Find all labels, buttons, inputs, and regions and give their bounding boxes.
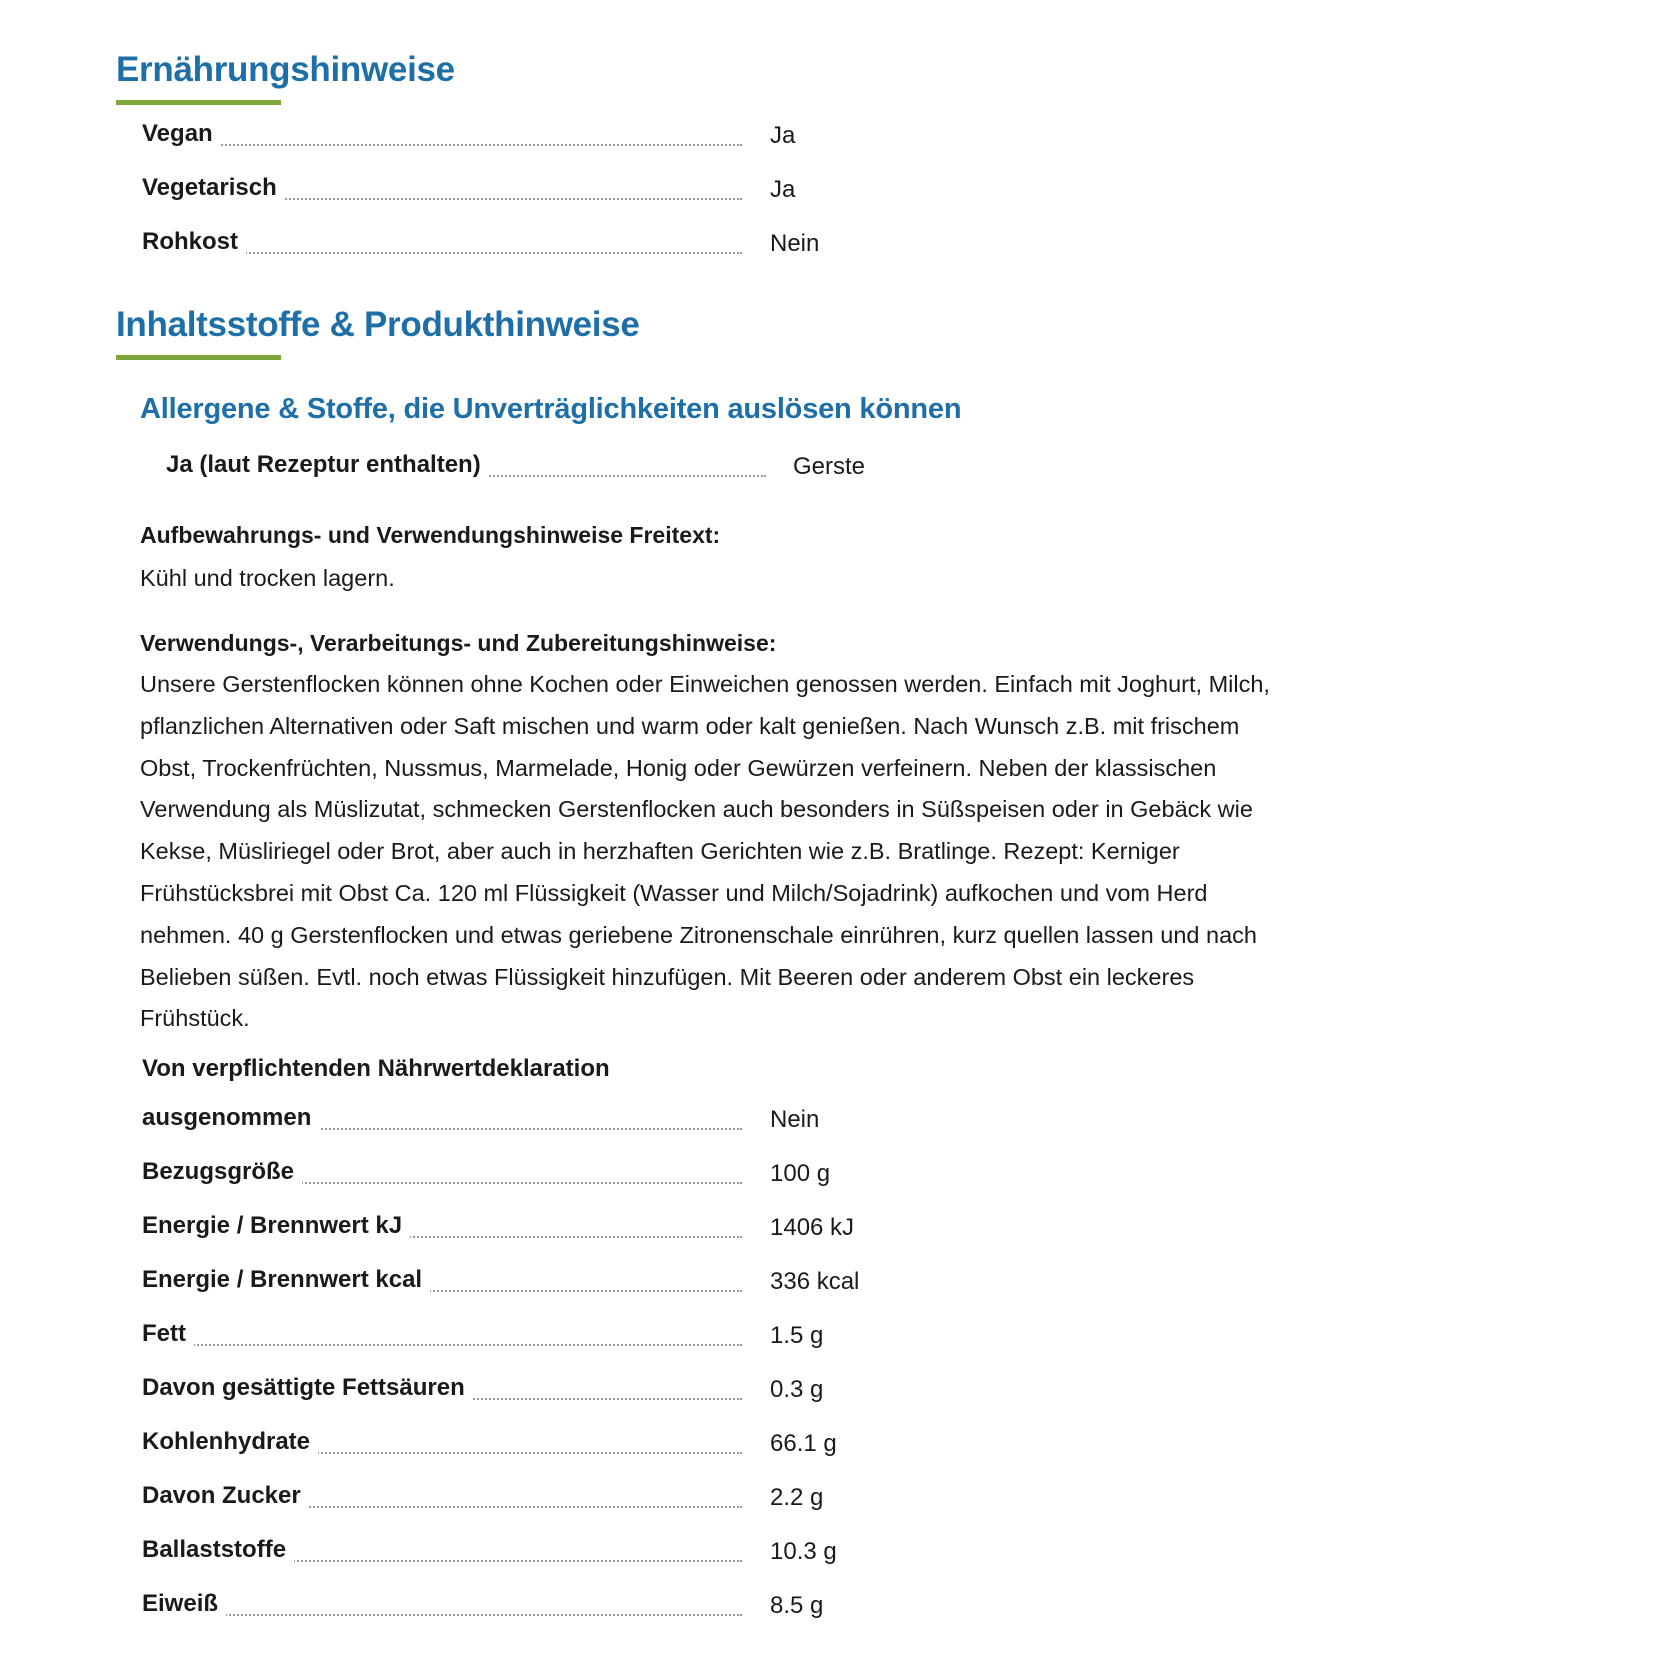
usage-text-line: Verwendung als Müslizutat, schmecken Gerstenflocken auch besonders in Süßspeisen oder in Gebäck wie: [140, 796, 1253, 823]
field-value: 66.1 g: [770, 1430, 837, 1457]
field-value: Nein: [770, 1106, 820, 1133]
dot-leader: [142, 1614, 742, 1616]
field-label: Ja (laut Rezeptur enthalten): [166, 451, 489, 479]
field-row-vegetarian: [142, 174, 822, 208]
field-row-reference-size: [142, 1158, 842, 1192]
usage-heading: Verwendungs-, Verarbeitungs- und Zubereitungshinweise:: [140, 630, 777, 656]
field-value: Ja: [770, 122, 796, 149]
usage-text-line: Kekse, Müsliriegel oder Brot, aber auch in herzhaften Gerichten wie z.B. Bratlinge. Rezept: Kerniger: [140, 838, 1180, 865]
field-row-energy-kcal: [142, 1266, 862, 1300]
field-label: Vegetarisch: [142, 174, 285, 202]
field-label: Rohkost: [142, 228, 246, 256]
field-value: 2.2 g: [770, 1484, 824, 1511]
field-row-carbohydrates: [142, 1428, 842, 1462]
section-underline: [116, 355, 281, 360]
storage-text: Kühl und trocken lagern.: [140, 565, 395, 591]
subsection-title-allergens: Allergene & Stoffe, die Unverträglichkeiten auslösen können: [140, 393, 962, 425]
section-title-ingredients: Inhaltsstoffe & Produkthinweise: [116, 305, 640, 344]
usage-text-line: Unsere Gerstenflocken können ohne Kochen oder Einweichen genossen werden. Einfach mit Joghurt, Milch,: [140, 671, 1270, 697]
section-underline: [116, 100, 281, 105]
field-row-vegan: [142, 120, 822, 154]
field-label: Eiweiß: [142, 1590, 226, 1618]
usage-text-line: Frühstück.: [140, 1005, 250, 1032]
field-label: ausgenommen: [142, 1104, 319, 1132]
field-value: 1.5 g: [770, 1322, 824, 1349]
field-value: Nein: [770, 230, 820, 257]
usage-text-line: nehmen. 40 g Gerstenflocken und etwas geriebene Zitronenschale einrühren, kurz quellen lassen und nach: [140, 921, 1257, 948]
field-value: 0.3 g: [770, 1376, 824, 1403]
usage-text-line: Belieben süßen. Evtl. noch etwas Flüssigkeit hinzufügen. Mit Beeren oder anderem Obst ein leckeres: [140, 963, 1195, 990]
field-label: Kohlenhydrate: [142, 1428, 318, 1456]
storage-heading: Aufbewahrungs- und Verwendungshinweise Freitext:: [140, 522, 721, 548]
field-row-fiber: [142, 1536, 842, 1570]
field-label: Energie / Brennwert kcal: [142, 1266, 430, 1294]
field-row-fat: [142, 1320, 842, 1354]
section-title-nutrition-notes: Ernährungshinweise: [116, 50, 455, 89]
usage-text-line: pflanzlichen Alternativen oder Saft mischen und warm oder kalt genießen. Nach Wunsch z.B. mit frischem: [140, 712, 1240, 739]
field-row-saturated-fat: [142, 1374, 842, 1408]
field-row-energy-kj: [142, 1212, 855, 1246]
field-row-exempt: [142, 1104, 842, 1138]
field-value: Gerste: [793, 453, 866, 480]
field-value: 1406 kJ: [770, 1214, 855, 1241]
field-label: Energie / Brennwert kJ: [142, 1212, 410, 1240]
nutrition-declaration-heading: Von verpflichtenden Nährwertdeklaration: [142, 1055, 610, 1082]
field-row-allergen: [166, 451, 866, 485]
usage-text-line: Obst, Trockenfrüchten, Nussmus, Marmelade, Honig oder Gewürzen verfeinern. Neben der klassischen: [140, 754, 1217, 781]
field-value: 100 g: [770, 1160, 831, 1187]
dot-leader: [142, 1344, 742, 1346]
field-label: Davon Zucker: [142, 1482, 309, 1510]
field-value: 336 kcal: [770, 1268, 860, 1295]
field-row-raw-food: [142, 228, 822, 262]
field-value: 8.5 g: [770, 1592, 824, 1619]
field-value: Ja: [770, 176, 796, 203]
field-row-protein: [142, 1590, 842, 1624]
field-label: Ballaststoffe: [142, 1536, 294, 1564]
dot-leader: [142, 144, 742, 146]
field-label: Davon gesättigte Fettsäuren: [142, 1374, 473, 1402]
usage-text-line: Frühstücksbrei mit Obst Ca. 120 ml Flüssigkeit (Wasser und Milch/Sojadrink) aufkochen und vom Herd: [140, 879, 1208, 906]
field-row-sugar: [142, 1482, 842, 1516]
field-label: Bezugsgröße: [142, 1158, 302, 1186]
field-label: Vegan: [142, 120, 221, 148]
usage-text: [140, 664, 1380, 1040]
field-value: 10.3 g: [770, 1538, 837, 1565]
field-label: Fett: [142, 1320, 194, 1348]
